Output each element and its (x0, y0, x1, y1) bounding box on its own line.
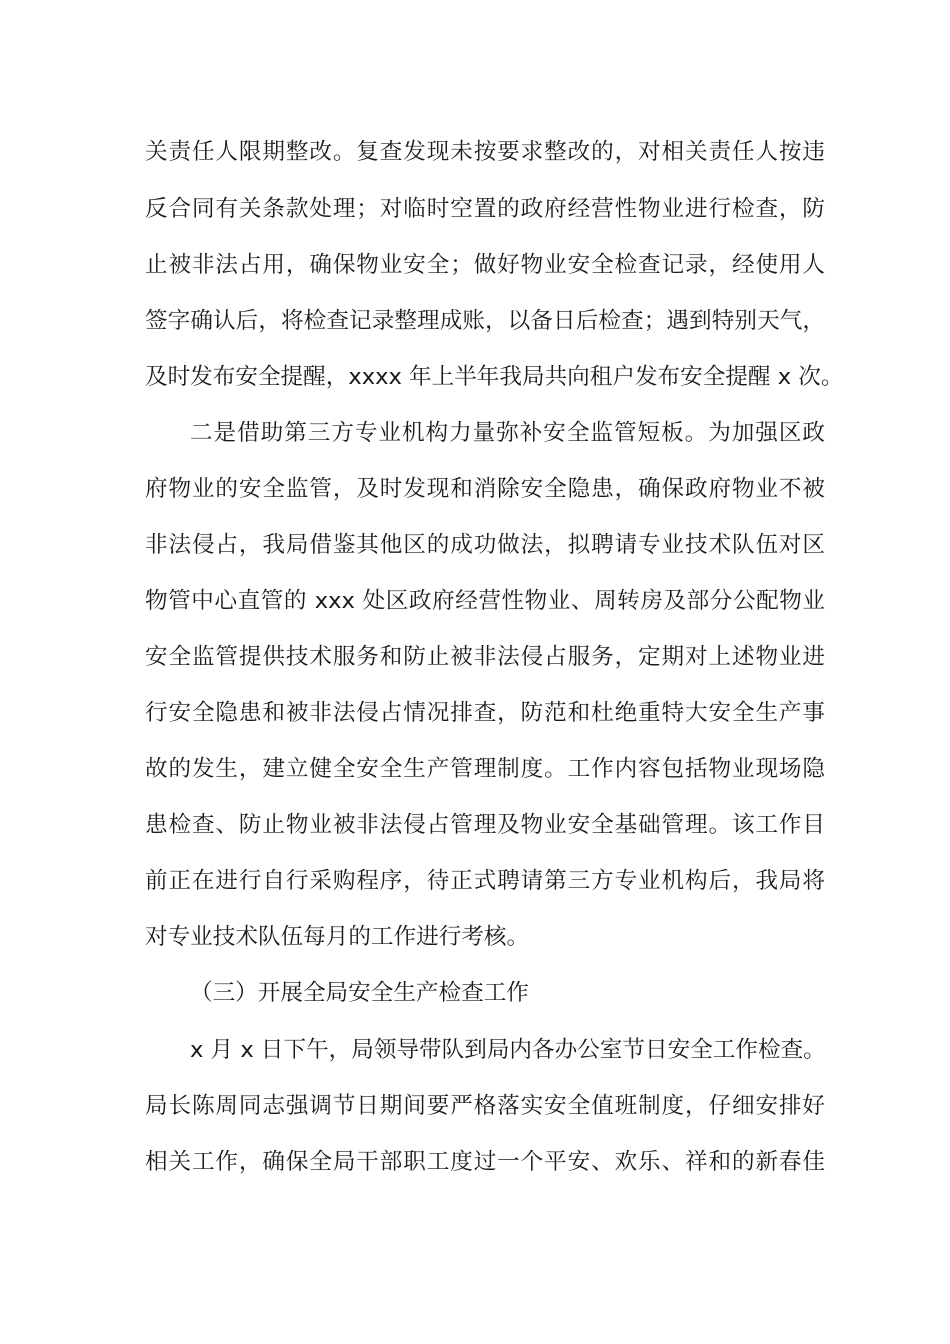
paragraph-line: 反合同有关条款处理；对临时空置的政府经营性物业进行检查，防 (145, 196, 825, 222)
paragraph-line: 止被非法占用，确保物业安全；做好物业安全检查记录，经使用人 (145, 252, 825, 278)
section-heading: （三）开展全局安全生产检查工作 (190, 980, 529, 1006)
paragraph-line: x 月 x 日下午，局领导带队到局内各办公室节日安全工作检查。 (190, 1037, 826, 1063)
paragraph-line: 关责任人限期整改。复查发现未按要求整改的，对相关责任人按违 (145, 139, 825, 165)
paragraph-line: 非法侵占，我局借鉴其他区的成功做法，拟聘请专业技术队伍对区 (145, 532, 825, 558)
paragraph-line: 前正在进行自行采购程序，待正式聘请第三方专业机构后，我局将 (145, 868, 825, 894)
paragraph-line: 府物业的安全监管，及时发现和消除安全隐患，确保政府物业不被 (145, 476, 825, 502)
paragraph-line: 行安全隐患和被非法侵占情况排查，防范和杜绝重特大安全生产事 (145, 700, 825, 726)
paragraph-line: 签字确认后，将检查记录整理成账，以备日后检查；遇到特别天气， (145, 308, 825, 334)
paragraph-line: 物管中心直管的 xxx 处区政府经营性物业、周转房及部分公配物业 (145, 588, 825, 614)
paragraph-line: 对专业技术队伍每月的工作进行考核。 (145, 924, 530, 950)
paragraph-line: 安全监管提供技术服务和防止被非法侵占服务，定期对上述物业进 (145, 644, 825, 670)
paragraph-line: 局长陈周同志强调节日期间要严格落实安全值班制度，仔细安排好 (145, 1093, 825, 1119)
paragraph-line: 患检查、防止物业被非法侵占管理及物业安全基础管理。该工作目 (145, 812, 825, 838)
paragraph-line: 二是借助第三方专业机构力量弥补安全监管短板。为加强区政 (190, 420, 825, 446)
paragraph-line: 相关工作，确保全局干部职工度过一个平安、欢乐、祥和的新春佳 (145, 1149, 825, 1175)
paragraph-line: 故的发生，建立健全安全生产管理制度。工作内容包括物业现场隐 (145, 756, 825, 782)
paragraph-line: 及时发布安全提醒，xxxx 年上半年我局共向租户发布安全提醒 x 次。 (145, 364, 844, 390)
